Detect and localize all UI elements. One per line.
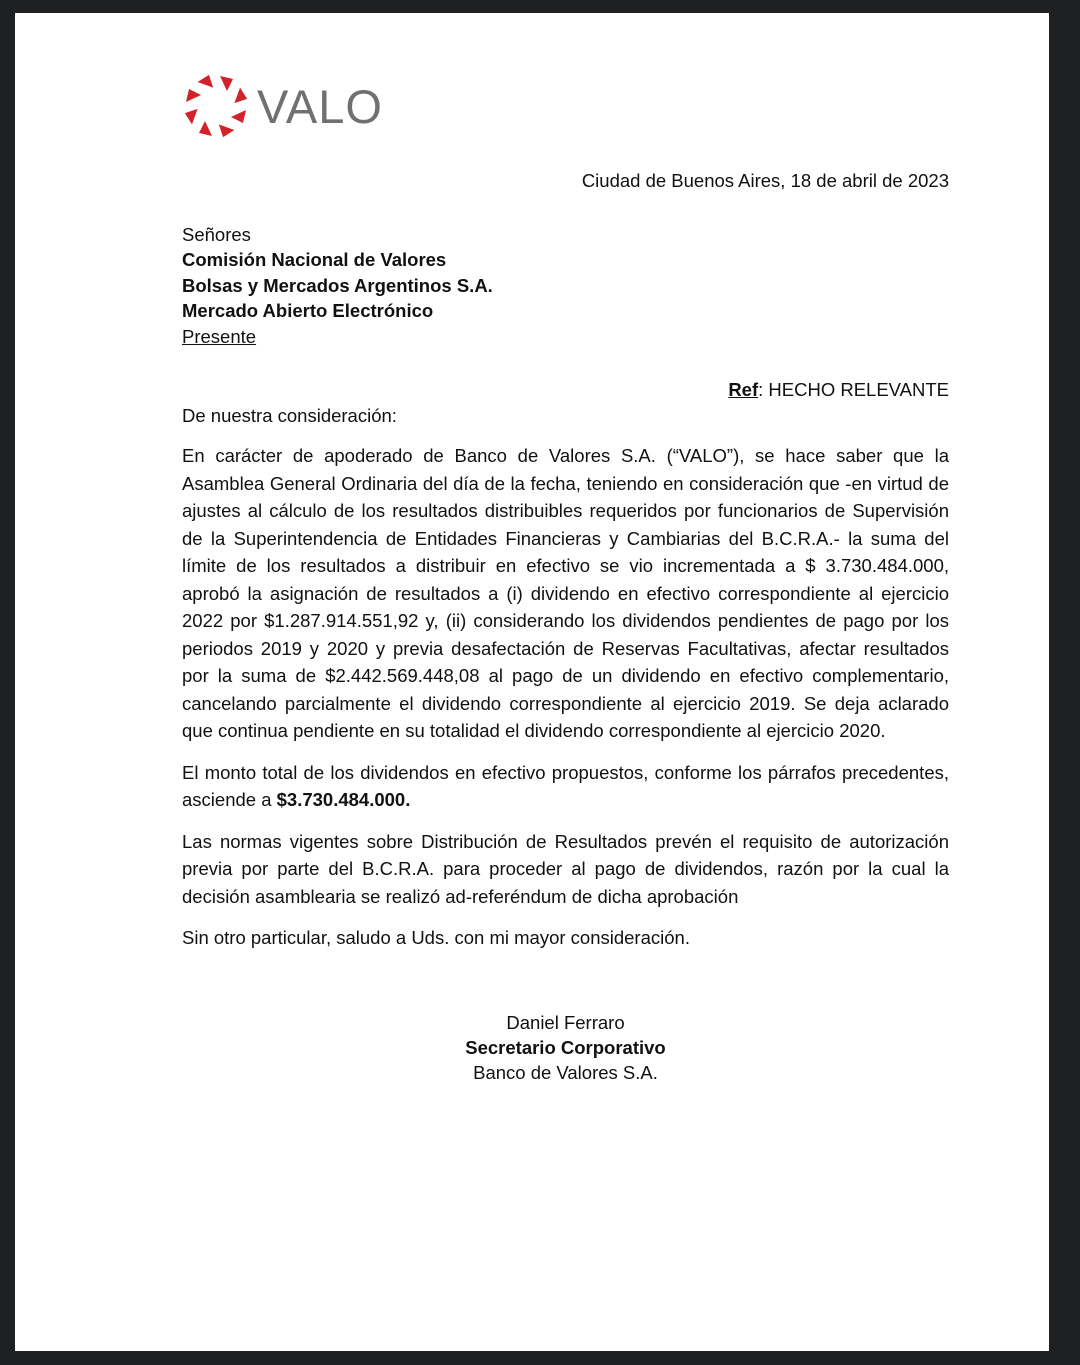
company-logo (183, 73, 383, 139)
paragraph-2-text: El monto total de los dividendos en efectivo propuestos, conforme los párrafos precedentes, asciende a (182, 761, 949, 810)
paragraph-3: Las normas vigentes sobre Distribución de Resultados prevén el requisito de autorización previa por parte del B.C.R.A. para proceder al pago de dividendos, razón por la cual la decisión asamblearia se realizó ad-referéndum de dicha aprobación (182, 830, 949, 907)
logo-text: VALO (257, 79, 383, 133)
addressee-line: Mercado Abierto Electrónico (182, 300, 434, 321)
paragraph-4: Sin otro particular, saludo a Uds. con mi mayor consideración. (182, 927, 690, 948)
signer-company: Banco de Valores S.A. (473, 1061, 658, 1083)
signer-title: Secretario Corporativo (465, 1036, 666, 1058)
letter-body (182, 168, 949, 1085)
presente-label: Presente (182, 325, 257, 347)
greeting: De nuestra consideración: (182, 404, 397, 426)
addressee-line: Bolsas y Mercados Argentinos S.A. (182, 274, 493, 296)
signature-block (182, 1010, 949, 1085)
reference-line (182, 377, 949, 403)
paragraph-2 (182, 759, 949, 814)
reference-label: Ref (728, 379, 759, 400)
reference-value: : HECHO RELEVANTE (758, 379, 949, 400)
document-page (15, 13, 1049, 1351)
salutation: Señores (182, 223, 251, 245)
addressee-line: Comisión Nacional de Valores (182, 249, 447, 270)
total-amount: $3.730.484.000. (276, 789, 411, 810)
paragraph-1: En carácter de apoderado de Banco de Valores S.A. (“VALO”), se hace saber que la Asamblea General Ordinaria del día de la fecha, teniendo en consideración que -en virtud de ajustes al cálculo de los resultados distribuibles requeridos por funcionarios de Supervisión de la Superintendencia de Entidades Financieras y Cambiarias del B.C.R.A.- la suma del límite de los resultados a distribuir en efectivo se vio incrementada a $ 3.730.484.000, aprobó la asignación de resultados a (i) dividendo en efectivo correspondiente al ejercicio 2022 por $1.287.914.551,92 y, (ii) considerando los dividendos pendientes de pago por los periodos 2019 y 2020 y previa desafectación de Reservas Facultativas, afectar resultados por la suma de $2.442.569.448,08 al pago de un dividendo en efectivo complementario, cancelando parcialmente el dividendo correspondiente al ejercicio 2019. Se deja aclarado que continua pendiente en su totalidad el dividendo correspondiente al ejercicio 2020. (182, 445, 949, 741)
signer-name: Daniel Ferraro (506, 1011, 625, 1033)
valo-emblem-icon (183, 73, 249, 139)
date-line: Ciudad de Buenos Aires, 18 de abril de 2023 (581, 170, 949, 191)
addressee-block (182, 222, 949, 350)
